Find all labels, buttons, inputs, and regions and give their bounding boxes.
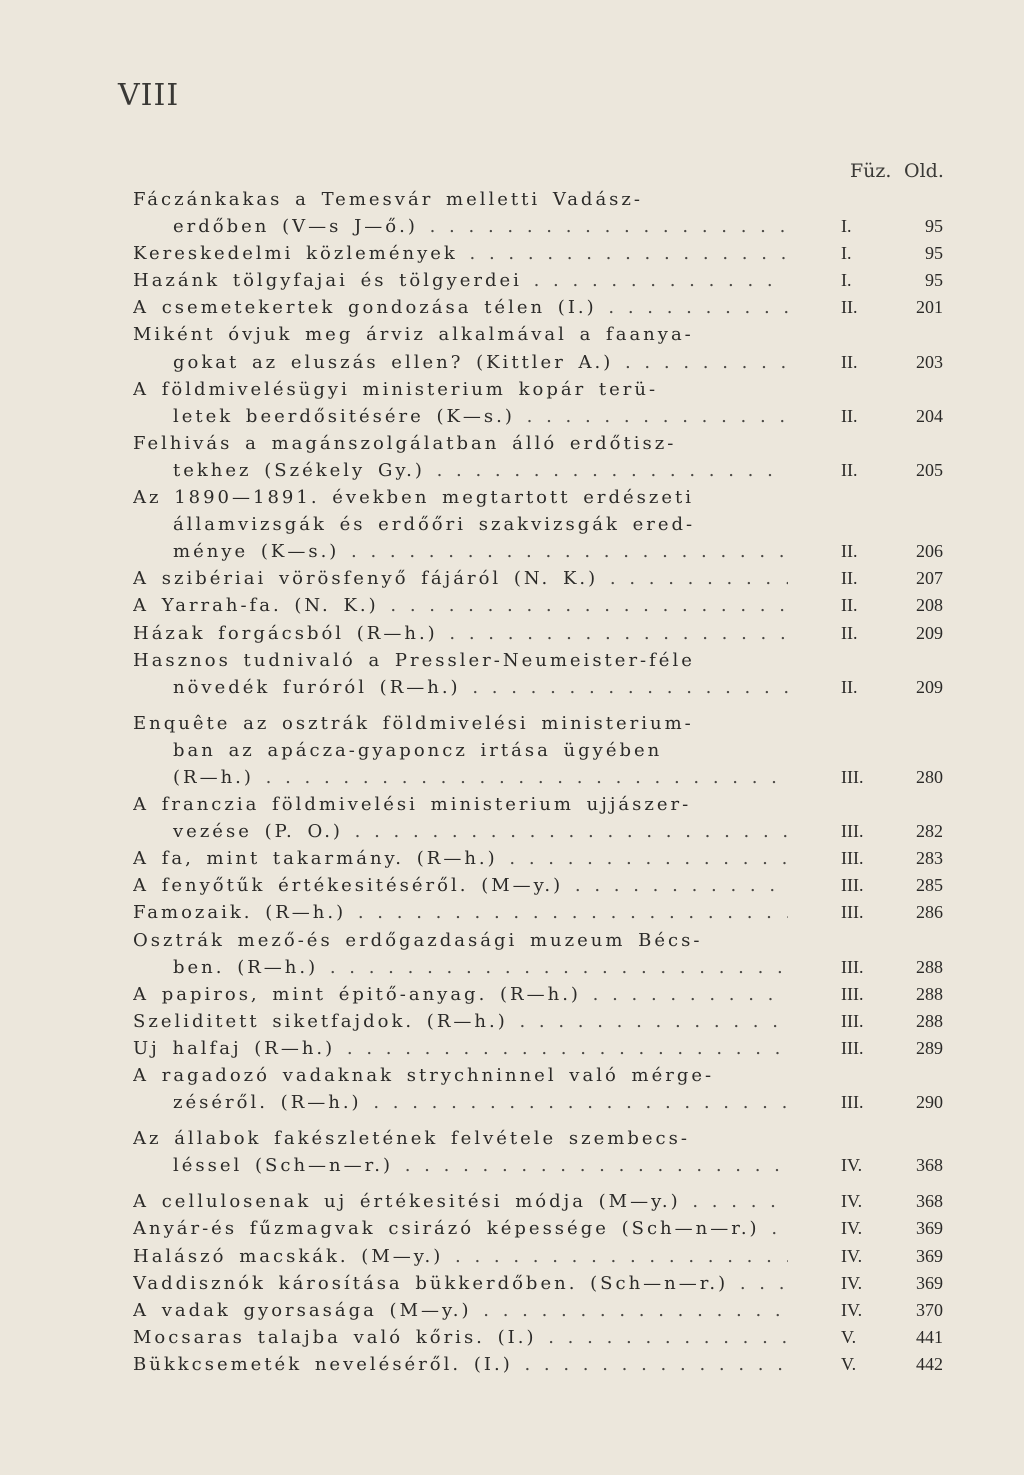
toc-entry-title: Felhivás a magánszolgálatban álló erdőtisz- [133, 432, 677, 454]
toc-entry-line [133, 981, 963, 1008]
toc-entry-page: 289 [916, 1037, 943, 1058]
toc-entry-title: A csemetekertek gondozása télen (I.) . . . [133, 294, 788, 321]
toc-entry-title: erdőben (V—s J—ő.) . . . [133, 213, 788, 240]
toc-entry [133, 430, 963, 484]
toc-entry [133, 1324, 963, 1351]
toc-entry-page: 280 [916, 766, 943, 787]
toc-entry-title: A papiros, mint épitő-anyag. (R—h.) . . . [133, 981, 788, 1008]
toc-entry-page: 207 [916, 568, 943, 589]
toc-entry-title: tekhez (Székely Gy.) . . . [133, 457, 788, 484]
toc-entry-issue: II. [841, 405, 858, 426]
toc-entry-title: Uj halfaj (R—h.) . . . [133, 1035, 788, 1062]
toc-entry [133, 647, 963, 701]
toc-entry-title: Bükkcsemeték neveléséről. (I.) . . . [133, 1351, 788, 1378]
toc-entry-title: ménye (K—s.) . . . [133, 538, 788, 565]
toc-entry-issue: IV. [841, 1245, 863, 1266]
toc-entry-line [133, 240, 963, 267]
toc-entry-page: 209 [916, 622, 943, 643]
toc-entry [133, 1297, 963, 1324]
toc-entry-title: A fenyőtűk értékesitéséről. (M—y.) . . . [133, 872, 788, 899]
group-gap [133, 1116, 963, 1125]
toc-entry-line [133, 927, 963, 954]
toc-entry-title: A fa, mint takarmány. (R—h.) . . . [133, 845, 788, 872]
toc-entry-page: 369 [916, 1245, 943, 1266]
toc-entry [133, 240, 963, 267]
toc-entry-line [133, 1324, 963, 1351]
toc-entry-page: 95 [925, 216, 943, 237]
toc-entry-issue: III. [841, 821, 864, 842]
toc-entry-issue: II. [841, 297, 858, 318]
toc-entry-title: Hazánk tölgyfajai és tölgyerdei . . . [133, 267, 788, 294]
toc-entry-title: Szeliditett siketfajdok. (R—h.) . . . [133, 1008, 788, 1035]
toc-entry-issue: II. [841, 568, 858, 589]
toc-entry-title: Mocsaras talajba való kőris. (I.) . . . [133, 1324, 788, 1351]
toc-entry-title: Hasznos tudnivaló a Pressler-Neumeister-féle [133, 649, 695, 671]
toc-entry-line [133, 764, 963, 791]
toc-entry-line [133, 592, 963, 619]
toc-entry-title: Az 1890—1891. években megtartott erdészeti [133, 487, 695, 509]
toc-entry-issue: IV. [841, 1299, 863, 1320]
toc-entry-line [133, 1152, 963, 1179]
toc-entry-page: 369 [916, 1218, 943, 1239]
toc-entry [133, 1125, 963, 1179]
toc-entry-title: A ragadozó vadaknak strychninnel való mérge- [133, 1065, 715, 1086]
toc-entry-line [133, 647, 963, 674]
toc-entry-page: 369 [916, 1272, 943, 1293]
toc-entry-title: vezése (P. O.) . . . [133, 818, 788, 845]
toc-entry-line [133, 349, 963, 376]
toc-entry-line [133, 565, 963, 592]
toc-entry-issue: II. [841, 351, 858, 372]
toc-entry-title: Osztrák mező-és erdőgazdasági muzeum Bécs- [133, 929, 703, 951]
toc-entry-line [133, 376, 963, 403]
toc-entry-page: 209 [916, 676, 943, 697]
toc-entry-issue: II. [841, 541, 858, 562]
toc-entry-line [133, 1125, 963, 1152]
toc-entry-title: Famozaik. (R—h.) . . . [133, 899, 788, 926]
toc-entry [133, 1215, 963, 1242]
toc-entry-issue: III. [841, 875, 864, 896]
toc-entry-line [133, 186, 963, 213]
toc-entry-line [133, 1270, 963, 1297]
group-gap [133, 701, 963, 710]
toc-entry [133, 321, 963, 375]
toc-entry-title: Házak forgácsból (R—h.) . . . [133, 620, 788, 647]
toc-entry-issue: III. [841, 983, 864, 1004]
table-of-contents [133, 186, 963, 1378]
toc-entry-line [133, 899, 963, 926]
toc-entry-line [133, 1035, 963, 1062]
toc-entry [133, 294, 963, 321]
toc-entry-title: Enquête az osztrák földmivelési ministerium- [133, 712, 694, 734]
toc-entry-page: 208 [916, 595, 943, 616]
toc-entry-issue: IV. [841, 1272, 863, 1293]
toc-entry-title: ban az apácza-gyaponcz irtása ügyében [173, 739, 663, 761]
toc-entry [133, 267, 963, 294]
toc-entry-issue: II. [841, 622, 858, 643]
toc-entry-title: léssel (Sch—n—r.) . . . [133, 1152, 788, 1179]
toc-entry [133, 927, 963, 981]
toc-entry-line [133, 1062, 963, 1089]
toc-entry-issue: III. [841, 902, 864, 923]
page-column-header: Old. [904, 160, 944, 182]
toc-entry-issue: I. [841, 216, 852, 237]
page-number: VIII [118, 78, 180, 113]
toc-entry-line [133, 954, 963, 981]
toc-entry-page: 288 [916, 983, 943, 1004]
toc-entry-title: Halászó macskák. (M—y.) . . . [133, 1243, 788, 1270]
toc-entry-line [133, 1351, 963, 1378]
toc-entry-title: (R—h.) . . . [133, 764, 788, 791]
toc-entry-page: 206 [916, 541, 943, 562]
toc-entry-line [133, 403, 963, 430]
toc-entry-line [133, 818, 963, 845]
toc-entry [133, 484, 963, 565]
toc-entry-title: Vaddisznók károsítása bükkerdőben. (Sch—n—r.) . . . [133, 1270, 788, 1297]
toc-entry-line [133, 1008, 963, 1035]
toc-entry [133, 1008, 963, 1035]
toc-entry-page: 203 [916, 351, 943, 372]
toc-entry-page: 442 [916, 1353, 943, 1374]
toc-entry-line [133, 1215, 963, 1242]
toc-entry-line [133, 213, 963, 240]
toc-entry-page: 285 [916, 875, 943, 896]
toc-entry-title: A cellulosenak uj értékesitési módja (M—y.) . . . [133, 1188, 788, 1215]
toc-entry-line [133, 457, 963, 484]
toc-entry-line [133, 674, 963, 701]
toc-entry-title: Az állabok fakészletének felvétele szembecs- [133, 1128, 690, 1150]
toc-entry-page: 95 [925, 243, 943, 264]
toc-entry-issue: III. [841, 766, 864, 787]
toc-entry-issue: III. [841, 1092, 864, 1113]
toc-entry-line [133, 872, 963, 899]
toc-entry-page: 282 [916, 821, 943, 842]
toc-entry-page: 204 [916, 405, 943, 426]
toc-entry-page: 368 [916, 1155, 943, 1176]
toc-entry-title: Kereskedelmi közlemények . . . [133, 240, 788, 267]
toc-entry-issue: IV. [841, 1155, 863, 1176]
toc-entry-line [133, 1297, 963, 1324]
toc-entry-page: 441 [916, 1326, 943, 1347]
toc-entry-issue: I. [841, 243, 852, 264]
toc-entry-issue: IV. [841, 1218, 863, 1239]
toc-entry-issue: III. [841, 1037, 864, 1058]
toc-entry-line [133, 1188, 963, 1215]
toc-entry-page: 288 [916, 956, 943, 977]
toc-entry [133, 845, 963, 872]
toc-entry-title: A földmivelésügyi ministerium kopár terü- [133, 378, 659, 400]
toc-entry-issue: V. [841, 1353, 857, 1374]
toc-entry-page: 368 [916, 1191, 943, 1212]
toc-entry-page: 283 [916, 848, 943, 869]
toc-entry [133, 1035, 963, 1062]
toc-entry-issue: I. [841, 270, 852, 291]
toc-entry-page: 205 [916, 459, 943, 480]
toc-entry-line [133, 321, 963, 348]
toc-entry [133, 872, 963, 899]
toc-entry-title: ben. (R—h.) . . . [133, 954, 788, 981]
toc-entry [133, 620, 963, 647]
toc-entry-page: 201 [916, 297, 943, 318]
toc-entry-line [133, 1243, 963, 1270]
toc-entry-title: A franczia földmivelési ministerium ujjászer- [133, 794, 692, 816]
toc-entry-line [133, 484, 963, 511]
toc-entry-issue: IV. [841, 1191, 863, 1212]
toc-entry-line [133, 267, 963, 294]
toc-entry-issue: II. [841, 459, 858, 480]
toc-entry-issue: III. [841, 956, 864, 977]
toc-entry [133, 791, 963, 845]
toc-entry-page: 286 [916, 902, 943, 923]
toc-entry-line [133, 511, 963, 538]
toc-entry-line [133, 538, 963, 565]
toc-entry [133, 592, 963, 619]
toc-entry [133, 565, 963, 592]
toc-entry-title: növedék furóról (R—h.) . . . [133, 674, 788, 701]
toc-entry-title: Anyár-és fűzmagvak csirázó képessége (Sch—n—r.) . . . [133, 1215, 788, 1242]
toc-entry [133, 981, 963, 1008]
toc-entry-title: Miként óvjuk meg árviz alkalmával a faanya- [133, 324, 694, 346]
toc-entry-title: A szibériai vörösfenyő fájáról (N. K.) . . . [133, 565, 788, 592]
toc-entry-issue: III. [841, 848, 864, 869]
toc-entry-title: letek beerdősitésére (K—s.) . . . [133, 403, 788, 430]
toc-entry-title: A vadak gyorsasága (M—y.) . . . [133, 1297, 788, 1324]
toc-entry [133, 1270, 963, 1297]
toc-entry-line [133, 791, 963, 818]
toc-entry [133, 186, 963, 240]
toc-entry-issue: II. [841, 676, 858, 697]
toc-entry-page: 288 [916, 1010, 943, 1031]
toc-entry [133, 710, 963, 791]
toc-entry [133, 376, 963, 430]
toc-entry-line [133, 737, 963, 764]
toc-entry-line [133, 620, 963, 647]
toc-entry-title: gokat az eluszás ellen? (Kittler A.) . . . [133, 349, 788, 376]
toc-entry-title: államvizsgák és erdőőri szakvizsgák ered- [173, 514, 696, 536]
toc-entry-line [133, 430, 963, 457]
toc-entry-issue: V. [841, 1326, 857, 1347]
toc-entry [133, 1243, 963, 1270]
toc-entry-line [133, 1089, 963, 1116]
toc-entry-page: 95 [925, 270, 943, 291]
toc-entry-line [133, 845, 963, 872]
toc-entry-title: A Yarrah-fa. (N. K.) . . . [133, 592, 788, 619]
toc-entry [133, 899, 963, 926]
toc-entry-title: Fáczánkakas a Temesvár melletti Vadász- [133, 189, 643, 210]
toc-entry [133, 1351, 963, 1378]
toc-entry-line [133, 294, 963, 321]
toc-entry-issue: II. [841, 595, 858, 616]
issue-column-header: Füz. [850, 160, 892, 182]
toc-entry-line [133, 710, 963, 737]
toc-entry-page: 370 [916, 1299, 943, 1320]
toc-entry [133, 1188, 963, 1215]
toc-entry-issue: III. [841, 1010, 864, 1031]
toc-entry-page: 290 [916, 1092, 943, 1113]
toc-entry-title: zéséről. (R—h.) . . . [133, 1089, 788, 1116]
group-gap [133, 1179, 963, 1188]
toc-entry [133, 1062, 963, 1116]
